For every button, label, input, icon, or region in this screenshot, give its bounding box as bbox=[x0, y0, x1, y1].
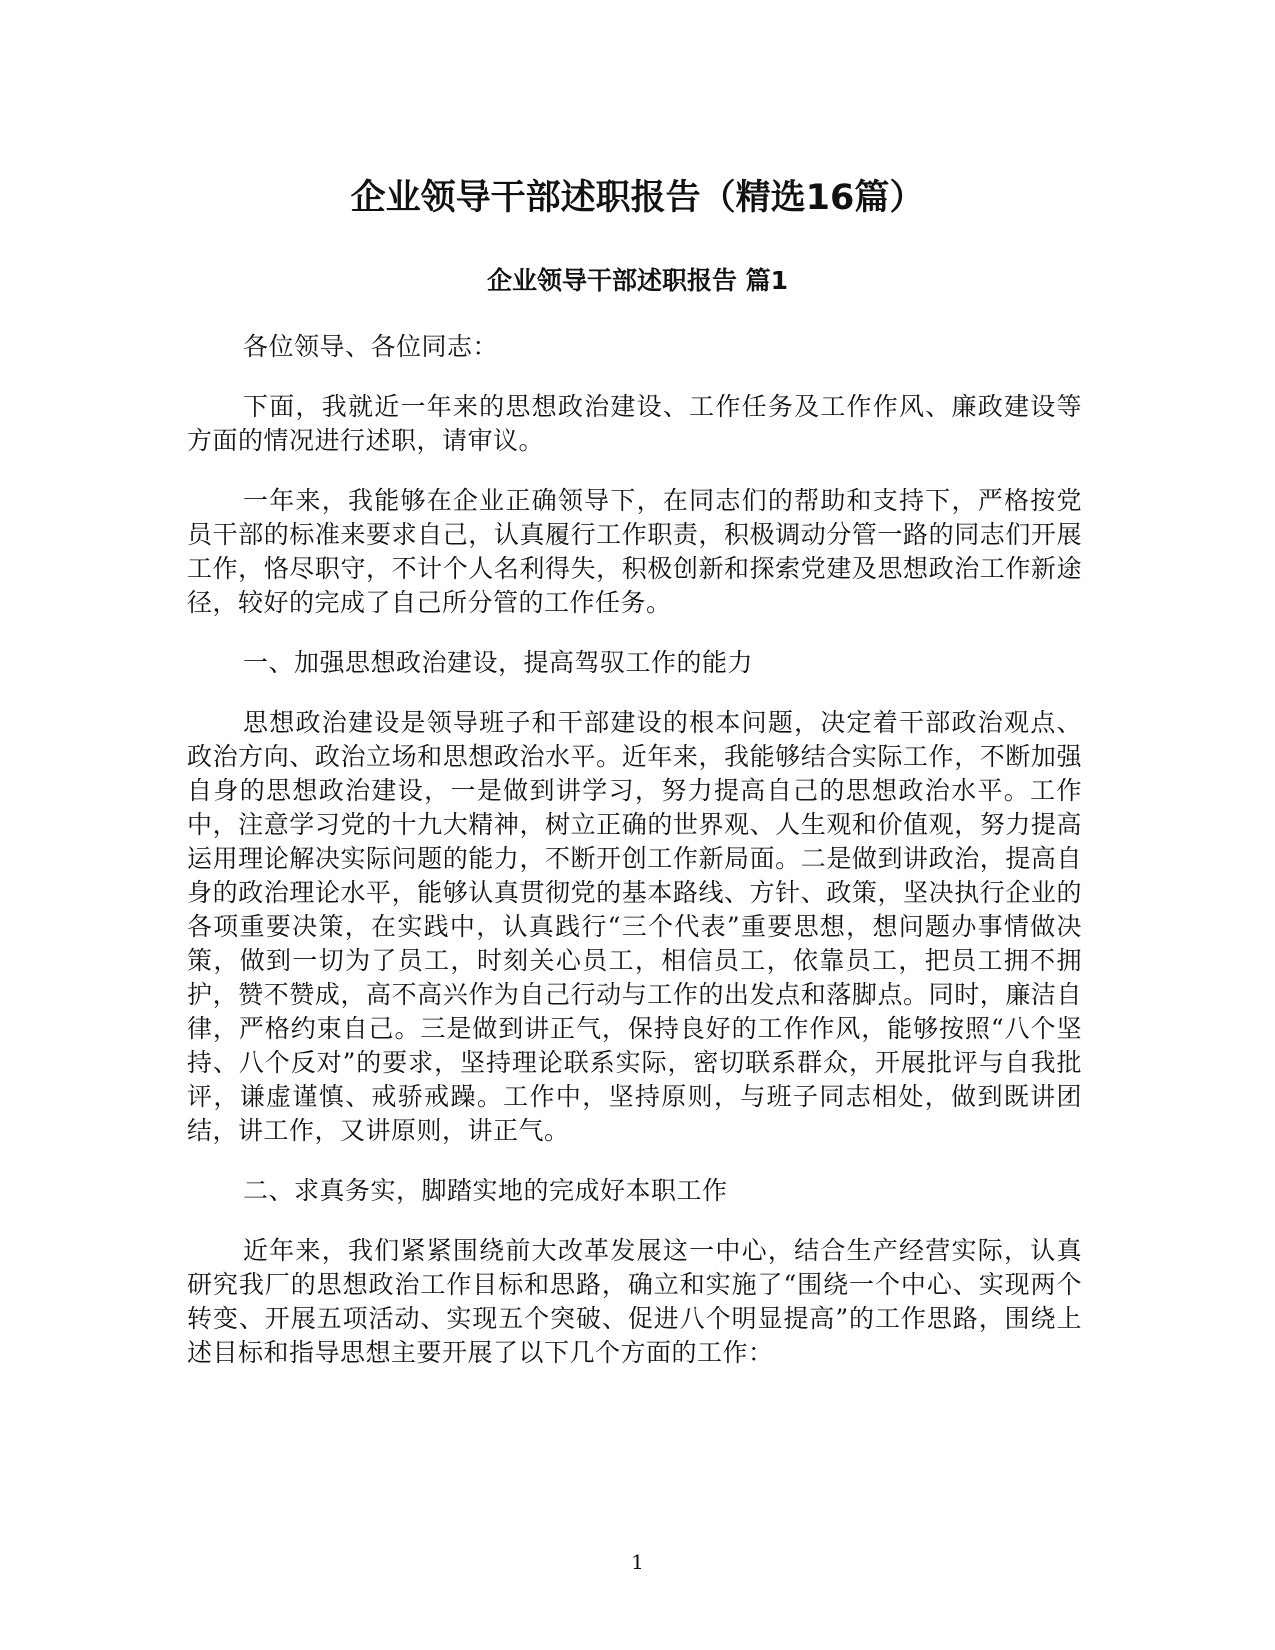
section-title: 企业领导干部述职报告 篇1 bbox=[486, 266, 789, 295]
paragraph-part-two: 近年来，我们紧紧围绕前大改革发展这一中心，结合生产经营实际，认真研究我厂的思想政治工作目标和思路，确立和实施了“围绕一个中心、实现两个转变、开展五项活动、实现五个突破、促进八个明显提高”的工作思路，围绕上述目标和指导思想主要开展了以下几个方面的工作： bbox=[187, 1236, 1082, 1367]
page-number: 1 bbox=[631, 1550, 644, 1574]
document-title: 企业领导干部述职报告（精选16篇） bbox=[350, 178, 925, 218]
document-body bbox=[187, 330, 1082, 1396]
paragraph-part-one: 思想政治建设是领导班子和干部建设的根本问题，决定着干部政治观点、政治方向、政治立场和思想政治水平。近年来，我能够结合实际工作，不断加强自身的思想政治建设，一是做到讲学习，努力提高自己的思想政治水平。工作中，注意学习党的十九大精神，树立正确的世界观、人生观和价值观，努力提高运用理论解决实际问题的能力，不断开创工作新局面。二是做到讲政治，提高自身的政治理论水平，能够认真贯彻党的基本路线、方针、政策，坚决执行企业的各项重要决策，在实践中，认真践行“三个代表”重要思想，想问题办事情做决策，做到一切为了员工，时刻关心员工，相信员工，依靠员工，把员工拥不拥护，赞不赞成，高不高兴作为自己行动与工作的出发点和落脚点。同时，廉洁自律，严格约束自己。三是做到讲正气，保持良好的工作作风，能够按照“八个坚持、八个反对”的要求，坚持理论联系实际，密切联系群众，开展批评与自我批评，谦虚谨慎、戒骄戒躁。工作中，坚持原则，与班子同志相处，做到既讲团结，讲工作，又讲原则，讲正气。 bbox=[187, 708, 1082, 1145]
heading-part-two: 二、求真务实，脚踏实地的完成好本职工作 bbox=[243, 1176, 728, 1205]
paragraph-summary: 一年来，我能够在企业正确领导下，在同志们的帮助和支持下，严格按党员干部的标准来要求自己，认真履行工作职责，积极调动分管一路的同志们开展工作，恪尽职守，不计个人名利得失，积极创新和探索党建及思想政治工作新途径，较好的完成了自己所分管的工作任务。 bbox=[187, 486, 1082, 617]
paragraph-salutation: 各位领导、各位同志： bbox=[243, 332, 499, 361]
heading-part-one: 一、加强思想政治建设，提高驾驭工作的能力 bbox=[243, 648, 754, 677]
paragraph-intro: 下面，我就近一年来的思想政治建设、工作任务及工作作风、廉政建设等方面的情况进行述职，请审议。 bbox=[187, 392, 1082, 455]
